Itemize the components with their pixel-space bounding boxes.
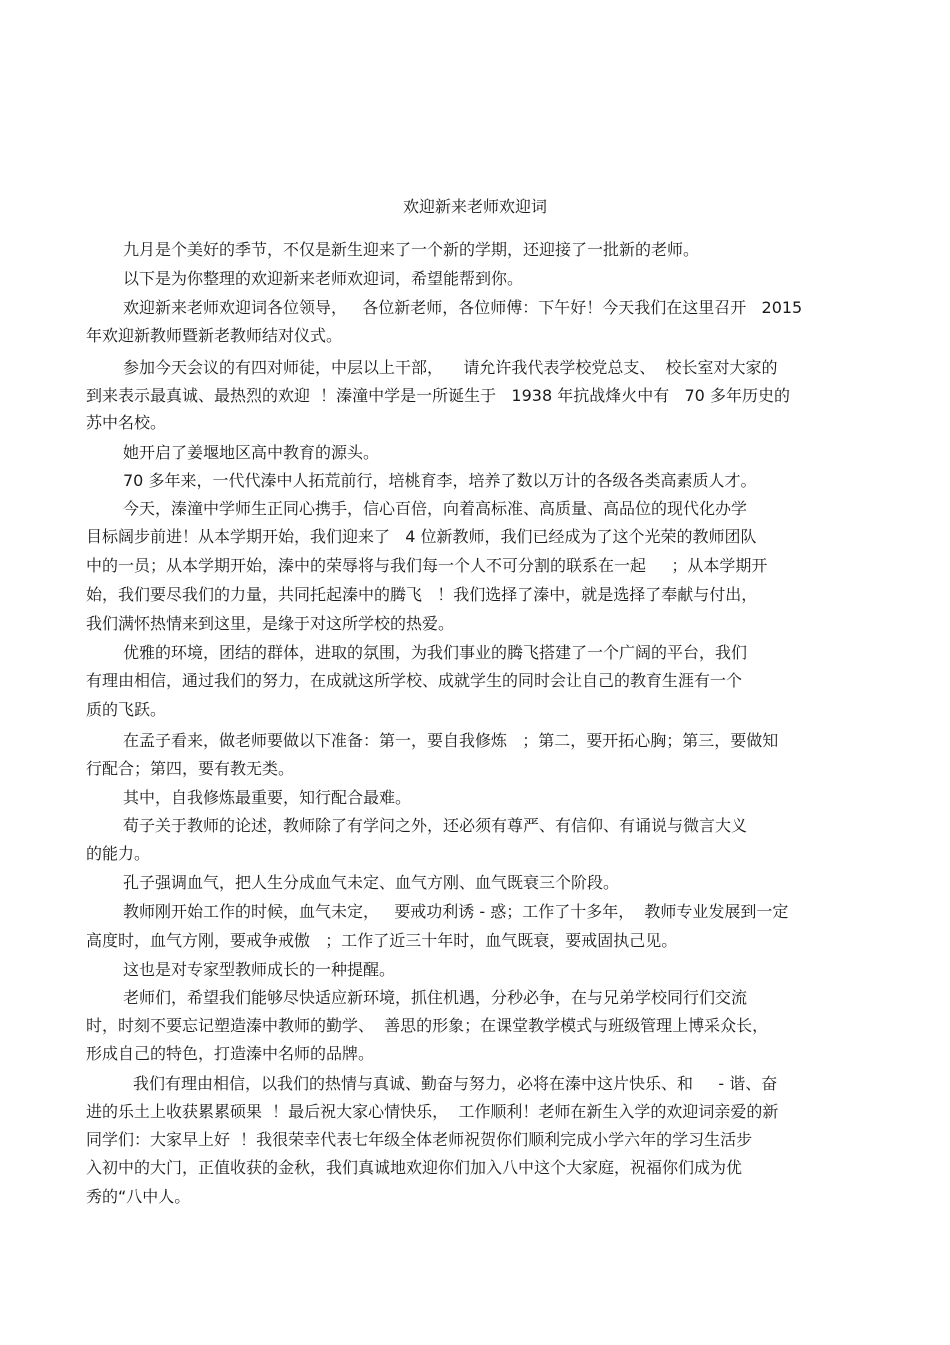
text-line: 70 多年来，一代代溱中人拓荒前行，培桃育李，培养了数以万计的各级各类高素质人才。 <box>123 471 757 490</box>
text-line: 优雅的环境，团结的群体，进取的氛围，为我们事业的腾飞搭建了一个广阔的平台，我们 <box>123 643 748 662</box>
text-line: 在孟子看来，做老师要做以下准备：第一，要自我修炼 ；第二，要开拓心胸；第三，要做知 <box>123 731 779 750</box>
text-line: 老师们，希望我们能够尽快适应新环境，抓住机遇，分秒必争，在与兄弟学校同行们交流 <box>123 988 748 1007</box>
text-line: 年欢迎新教师暨新老教师结对仪式。 <box>86 326 343 345</box>
text-line: 中的一员；从本学期开始，溱中的荣辱将与我们每一个人不可分割的联系在一起 ；从本学期开 <box>86 556 768 575</box>
text-line: 教师刚开始工作的时候，血气未定， 要戒功利诱 - 惑；工作了十多年， 教师专业发展到一定 <box>123 902 789 921</box>
text-line: 这也是对专家型教师成长的一种提醒。 <box>123 960 396 979</box>
text-line: 今天，溱潼中学师生正同心携手，信心百倍，向着高标准、高质量、高品位的现代化办学 <box>123 499 748 518</box>
text-line: 形成自己的特色，打造溱中名师的品牌。 <box>86 1044 375 1063</box>
text-line: 孔子强调血气，把人生分成血气未定、血气方刚、血气既衰三个阶段。 <box>123 873 620 892</box>
text-line: 质的飞跃。 <box>86 700 167 719</box>
text-line: 其中，自我修炼最重要，知行配合最难。 <box>123 788 412 807</box>
text-line: 高度时，血气方刚，要戒争戒傲 ；工作了近三十年时，血气既衰，要戒固执己见。 <box>86 931 678 950</box>
text-line: 苏中名校。 <box>86 413 167 432</box>
text-line: 时，时刻不要忘记塑造溱中教师的勤学、 善思的形象；在课堂教学模式与班级管理上博采众长， <box>86 1016 769 1035</box>
text-line: 荀子关于教师的论述，教师除了有学问之外，还必须有尊严、有信仰、有诵说与微言大义 <box>123 816 748 835</box>
text-line: 参加今天会议的有四对师徒，中层以上干部， 请允许我代表学校党总支、 校长室对大家的 <box>123 358 778 377</box>
document-title: 欢迎新来老师欢迎词 <box>402 197 547 216</box>
text-line: 进的乐土上收获累累硕果 ！最后祝大家心情快乐， 工作顺利！老师在新生入学的欢迎词亲爱的新 <box>86 1102 779 1121</box>
text-line: 以下是为你整理的欢迎新来老师欢迎词，希望能帮到你。 <box>123 269 524 288</box>
text-line: 有理由相信，通过我们的努力，在成就这所学校、成就学生的同时会让自己的教育生涯有一个 <box>86 671 743 690</box>
text-line: 我们满怀热情来到这里，是缘于对这所学校的热爱。 <box>86 614 455 633</box>
text-line: 我们有理由相信，以我们的热情与真诚、勤奋与努力，必将在溱中这片快乐、和 - 谐、奋 <box>133 1074 778 1093</box>
text-line: 始，我们要尽我们的力量，共同托起溱中的腾飞 ！我们选择了溱中，就是选择了奉献与付出， <box>86 585 758 604</box>
text-line: 到来表示最真诚、最热烈的欢迎 ！溱潼中学是一所诞生于 1938 年抗战烽火中有 70 多年历史的 <box>86 386 790 405</box>
text-line: 的能力。 <box>86 844 151 863</box>
text-line: 九月是个美好的季节，不仅是新生迎来了一个新的学期，还迎接了一批新的老师。 <box>123 240 700 259</box>
text-line: 入初中的大门，正值收获的金秋，我们真诚地欢迎你们加入八中这个大家庭，祝福你们成为优 <box>86 1158 743 1177</box>
text-line: 同学们：大家早上好 ！我很荣幸代表七年级全体老师祝贺你们顺利完成小学六年的学习生活步 <box>86 1130 753 1149</box>
text-line: 目标阔步前进！从本学期开始，我们迎来了 4 位新教师，我们已经成为了这个光荣的教师团队 <box>86 527 757 546</box>
text-line: 秀的“八中人。 <box>86 1187 191 1206</box>
text-line: 行配合；第四，要有教无类。 <box>86 759 295 778</box>
text-line: 欢迎新来老师欢迎词各位领导， 各位新老师，各位师傅：下午好！今天我们在这里召开 2015 <box>123 298 803 317</box>
text-line: 她开启了姜堰地区高中教育的源头。 <box>123 443 380 462</box>
